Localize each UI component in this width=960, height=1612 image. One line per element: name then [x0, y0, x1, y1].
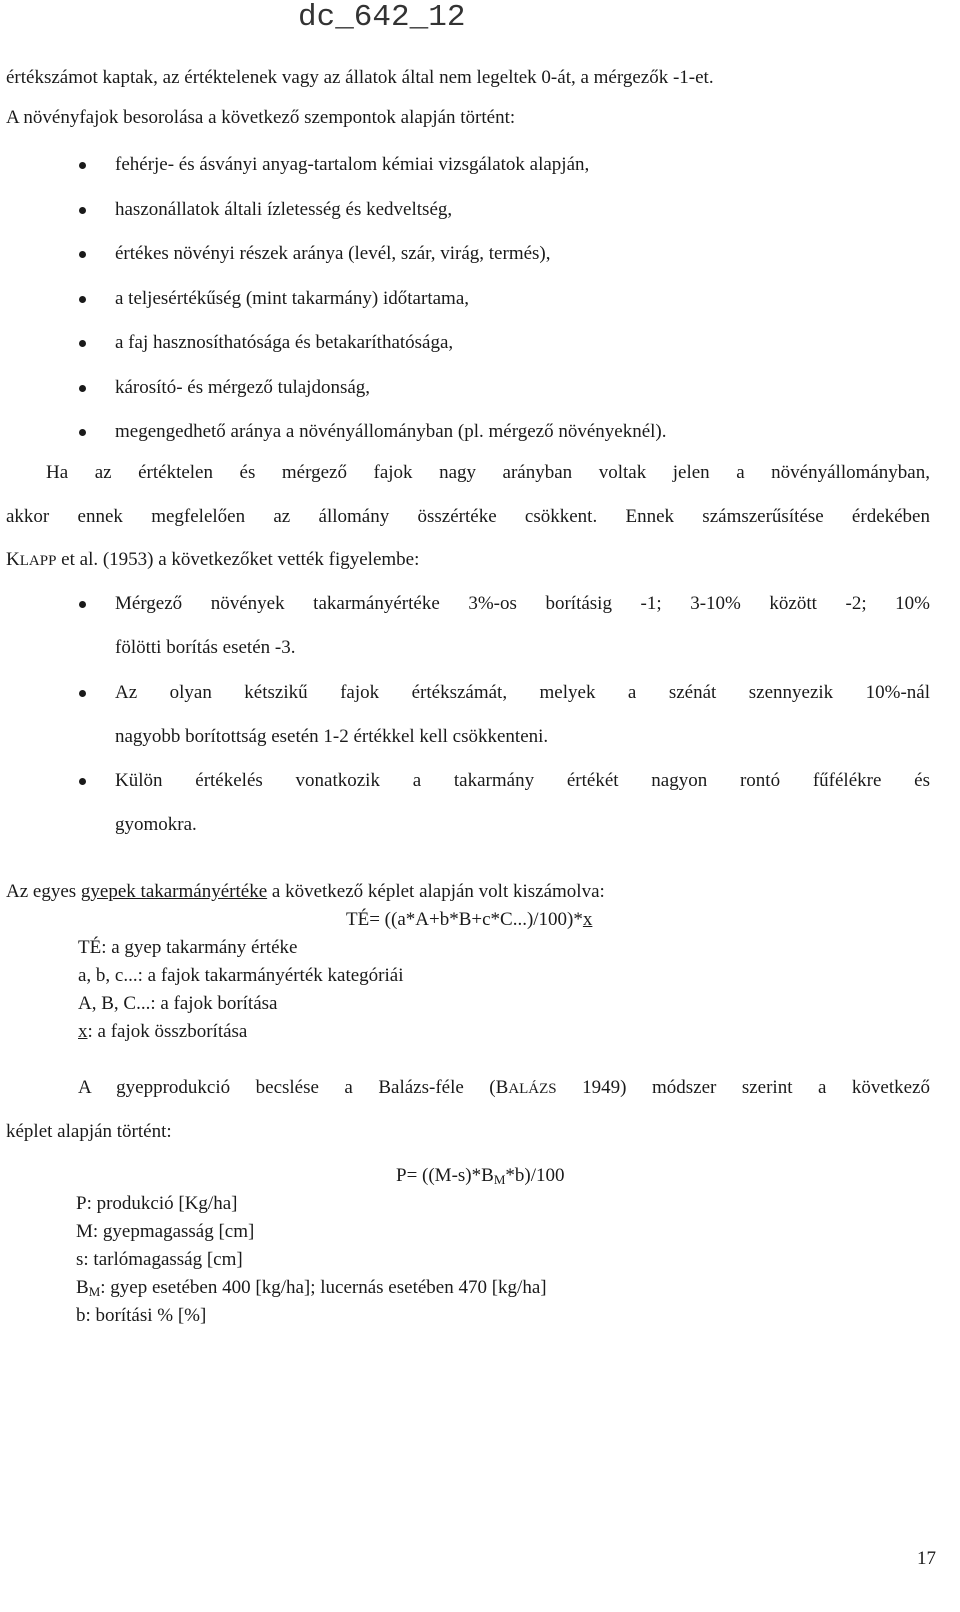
- bullet-icon: [79, 296, 86, 303]
- intro-text: a következő képlet alapján volt kiszámolva:: [267, 881, 605, 902]
- formula-subscript: M: [88, 1284, 101, 1299]
- author-name-smallcaps: ALÁZS: [508, 1081, 557, 1097]
- bullet-icon: [79, 340, 86, 347]
- author-name-initial: K: [6, 549, 20, 570]
- formula-subscript: M: [493, 1172, 506, 1187]
- intro-line: A növényfajok besorolása a következő szempontok alapján történt:: [6, 107, 516, 128]
- formula-definition: P: produkció [Kg/ha]: [76, 1193, 238, 1214]
- formula-te: [346, 908, 592, 932]
- formula-text: *b)/100: [505, 1165, 565, 1186]
- bullet-icon: [79, 601, 86, 608]
- criteria-item: fehérje- és ásványi anyag-tartalom kémiai vizsgálatok alapján,: [115, 154, 590, 175]
- definition-text: : a fajok összborítása: [87, 1021, 248, 1042]
- formula-variable-x: x: [78, 1021, 88, 1042]
- formula-variable-x: x: [582, 909, 593, 930]
- paragraph-text: A gyepprodukció becslése a Balázs-féle (B: [78, 1077, 509, 1098]
- paragraph-line: [78, 1076, 930, 1101]
- rule-line: Az olyan kétszikű fajok értékszámát, melyek a szénát szennyezik 10%-nál: [115, 682, 930, 703]
- criteria-item: a teljesértékűség (mint takarmány) időtartama,: [115, 288, 469, 309]
- definition-text: : gyep esetében 400 [kg/ha]; lucernás esetében 470 [kg/ha]: [100, 1277, 547, 1298]
- term-link: gyepek takarmányértéke: [80, 881, 268, 902]
- bullet-icon: [79, 162, 86, 169]
- bullet-icon: [79, 251, 86, 258]
- rule-line: fölötti borítás esetén -3.: [115, 637, 296, 658]
- bullet-icon: [79, 429, 86, 436]
- formula-definition: a, b, c...: a fajok takarmányérték kategóriái: [78, 965, 404, 986]
- bullet-icon: [79, 207, 86, 214]
- paragraph-line: Ha az értéktelen és mérgező fajok nagy arányban voltak jelen a növényállományban,: [46, 462, 930, 483]
- formula-symbol: B: [76, 1277, 89, 1298]
- criteria-item: értékes növényi részek aránya (levél, szár, virág, termés),: [115, 243, 551, 264]
- formula-definition: b: borítási % [%]: [76, 1305, 207, 1326]
- rule-line: Külön értékelés vonatkozik a takarmány értékét nagyon rontó fűfélékre és: [115, 770, 930, 791]
- rule-line: gyomokra.: [115, 814, 197, 835]
- paragraph-line: [6, 548, 419, 573]
- formula-definition: TÉ: a gyep takarmány értéke: [78, 937, 298, 958]
- formula-intro: [6, 880, 605, 904]
- formula-text: TÉ= ((a*A+b*B+c*C...)/100)*: [346, 909, 583, 930]
- bullet-icon: [79, 778, 86, 785]
- formula-definition: M: gyepmagasság [cm]: [76, 1221, 255, 1242]
- paragraph-text: 1949) módszer szerint a következő: [556, 1077, 930, 1098]
- formula-definition: [76, 1276, 547, 1304]
- formula-text: P= ((M-s)*B: [396, 1165, 494, 1186]
- formula-definition: A, B, C...: a fajok borítása: [78, 993, 278, 1014]
- criteria-item: a faj hasznosíthatósága és betakaríthatósága,: [115, 332, 454, 353]
- paragraph-line: akkor ennek megfelelően az állomány összértéke csökkent. Ennek számszerűsítése érdekében: [6, 506, 930, 527]
- paragraph-text: et al. (1953) a következőket vették figyelembe:: [56, 549, 420, 570]
- criteria-item: megengedhető aránya a növényállományban (pl. mérgező növényeknél).: [115, 421, 667, 442]
- criteria-item: károsító- és mérgező tulajdonság,: [115, 377, 371, 398]
- formula-p: [396, 1164, 564, 1192]
- intro-line: értékszámot kaptak, az értéktelenek vagy az állatok által nem legeltek 0-át, a mérgezők -1-et.: [6, 67, 714, 88]
- criteria-item: haszonállatok általi ízletesség és kedveltség,: [115, 199, 453, 220]
- formula-definition: s: tarlómagasság [cm]: [76, 1249, 243, 1270]
- bullet-icon: [79, 385, 86, 392]
- formula-definition: [78, 1020, 247, 1044]
- author-name-smallcaps: LAPP: [19, 553, 57, 569]
- page-number: 17: [917, 1548, 936, 1569]
- intro-text: Az egyes: [6, 881, 81, 902]
- rule-line: Mérgező növények takarmányértéke 3%-os borításig -1; 3-10% között -2; 10%: [115, 593, 930, 614]
- bullet-icon: [79, 690, 86, 697]
- paragraph-line: képlet alapján történt:: [6, 1121, 172, 1142]
- document-id-header: dc_642_12: [298, 0, 466, 35]
- rule-line: nagyobb borítottság esetén 1-2 értékkel kell csökkenteni.: [115, 726, 549, 747]
